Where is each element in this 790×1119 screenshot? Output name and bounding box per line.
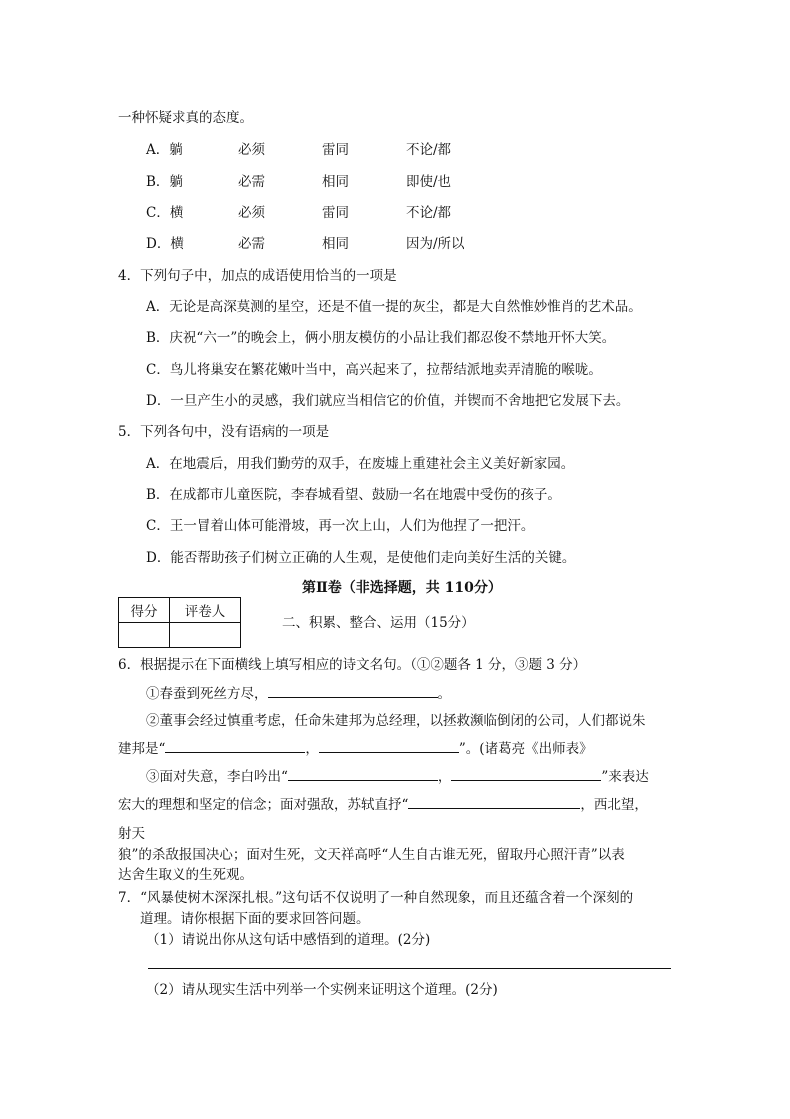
- q3-option-c2: 相同: [322, 174, 349, 190]
- q3-option-c2: 雷同: [322, 142, 349, 158]
- intro-line: 一种怀疑求真的态度。: [118, 110, 253, 126]
- q4-option-a: A．无论是高深莫测的星空，还是不值一提的灰尘，都是大自然惟妙惟肖的艺术品。: [146, 299, 642, 315]
- q3-option-label: D．横: [146, 236, 184, 252]
- score-header: 得分: [119, 598, 170, 623]
- answer-blank[interactable]: [451, 766, 601, 781]
- q3-option-label: B．躺: [146, 174, 183, 190]
- q3-option-c3: 即使/也: [406, 174, 452, 190]
- q6-item3-line1: [146, 765, 649, 785]
- q6-item3-line5: 达舍生取义的生死观。: [118, 867, 253, 883]
- q3-option-c1: 必需: [238, 236, 265, 252]
- answer-blank[interactable]: [268, 683, 438, 698]
- q6-stem: 6．根据提示在下面横线上填写相应的诗文名句。（①②题各 1 分，③题 3 分）: [118, 657, 587, 673]
- score-cell[interactable]: [119, 623, 170, 648]
- q7-sub1: （1）请说出你从这句话中感悟到的道理。(2分): [146, 932, 431, 948]
- q6-item3-sep: ，: [437, 769, 452, 785]
- q3-option-c3: 因为/所以: [406, 236, 465, 252]
- q3-option-label: A．躺: [146, 142, 183, 158]
- q6-item1: [146, 682, 451, 702]
- q5-stem: 5．下列各句中，没有语病的一项是: [118, 424, 330, 440]
- q6-item2-line2: [118, 737, 593, 757]
- q6-item3-text: ③面对失意，李白吟出“: [146, 769, 288, 785]
- answer-line[interactable]: [148, 968, 671, 969]
- q4-option-d: D．一旦产生小的灵感，我们就应当相信它的价值，并锲而不舍地把它发展下去。: [146, 393, 630, 409]
- q3-option-c1: 必需: [238, 174, 265, 190]
- q6-item2-line1: ②董事会经过慎重考虑，任命朱建邦为总经理，以拯救濒临倒闭的公司，人们都说朱: [146, 713, 646, 729]
- q7-stem-line2: 道理。请你根据下面的要求回答问题。: [140, 911, 370, 927]
- q6-item2-sep: ，: [305, 741, 319, 757]
- answer-blank[interactable]: [288, 766, 438, 781]
- q5-option-b: B．在成都市儿童医院，李春城看望、鼓励一名在地震中受伤的孩子。: [146, 487, 561, 503]
- q3-option-c2: 雷同: [322, 205, 349, 221]
- q6-item3-end: ”来表达: [601, 769, 649, 785]
- q7-stem-line1: 7．“风暴使树木深深扎根。”这句话不仅说明了一种自然现象，而且还蕴含着一个深刻的: [118, 890, 634, 906]
- q4-option-c: C．鸟儿将巢安在繁花嫩叶当中，高兴起来了，拉帮结派地卖弄清脆的喉咙。: [146, 362, 602, 378]
- q5-option-c: C．王一冒着山体可能滑坡，再一次上山，人们为他捏了一把汗。: [146, 518, 535, 534]
- q6-item3-end2: ，西北望，: [580, 797, 648, 813]
- q4-stem: 4．下列句子中，加点的成语使用恰当的一项是: [118, 268, 397, 284]
- q3-option-c3: 不论/都: [406, 142, 452, 158]
- q4-option-b: B．庆祝“六一”的晚会上，俩小朋友模仿的小品让我们都忍俊不禁地开怀大笑。: [146, 330, 616, 346]
- q6-item1-end: 。: [437, 686, 451, 702]
- q6-item3-line2: [118, 793, 648, 813]
- q5-option-a: A．在地震后，用我们勤劳的双手，在废墟上重建社会主义美好新家园。: [146, 456, 575, 472]
- answer-blank[interactable]: [408, 794, 580, 809]
- section2-subtitle: 二、积累、整合、运用（15分）: [282, 615, 475, 631]
- q6-item2-end: ”。(诸葛亮《出师表》: [458, 741, 593, 757]
- grader-header: 评卷人: [170, 598, 241, 623]
- q6-item3-line4: 狼”的杀敌报国决心；面对生死，文天祥高呼“人生自古谁无死，留取丹心照汗青”以表: [118, 847, 625, 863]
- q6-item1-text: ①春蚕到死丝方尽，: [146, 686, 268, 702]
- answer-blank[interactable]: [165, 738, 305, 753]
- q6-item3-text2: 宏大的理想和坚定的信念；面对强敌，苏轼直抒“: [118, 797, 409, 813]
- q3-option-c3: 不论/都: [406, 205, 452, 221]
- q6-item3-line3: 射天: [118, 826, 145, 842]
- q3-option-c1: 必须: [238, 142, 265, 158]
- q5-option-d: D．能否帮助孩子们树立正确的人生观，是使他们走向美好生活的关键。: [146, 550, 576, 566]
- score-table: [118, 597, 241, 648]
- q3-option-c2: 相同: [322, 236, 349, 252]
- q3-option-label: C．横: [146, 205, 184, 221]
- q6-item2-text: 建邦是“: [118, 741, 166, 757]
- answer-blank[interactable]: [319, 738, 459, 753]
- q3-option-c1: 必须: [238, 205, 265, 221]
- grader-cell[interactable]: [170, 623, 241, 648]
- section2-title: 第Ⅱ卷（非选择题，共 110分）: [302, 580, 502, 596]
- q7-sub2: （2）请从现实生活中列举一个实例来证明这个道理。(2分): [146, 982, 498, 998]
